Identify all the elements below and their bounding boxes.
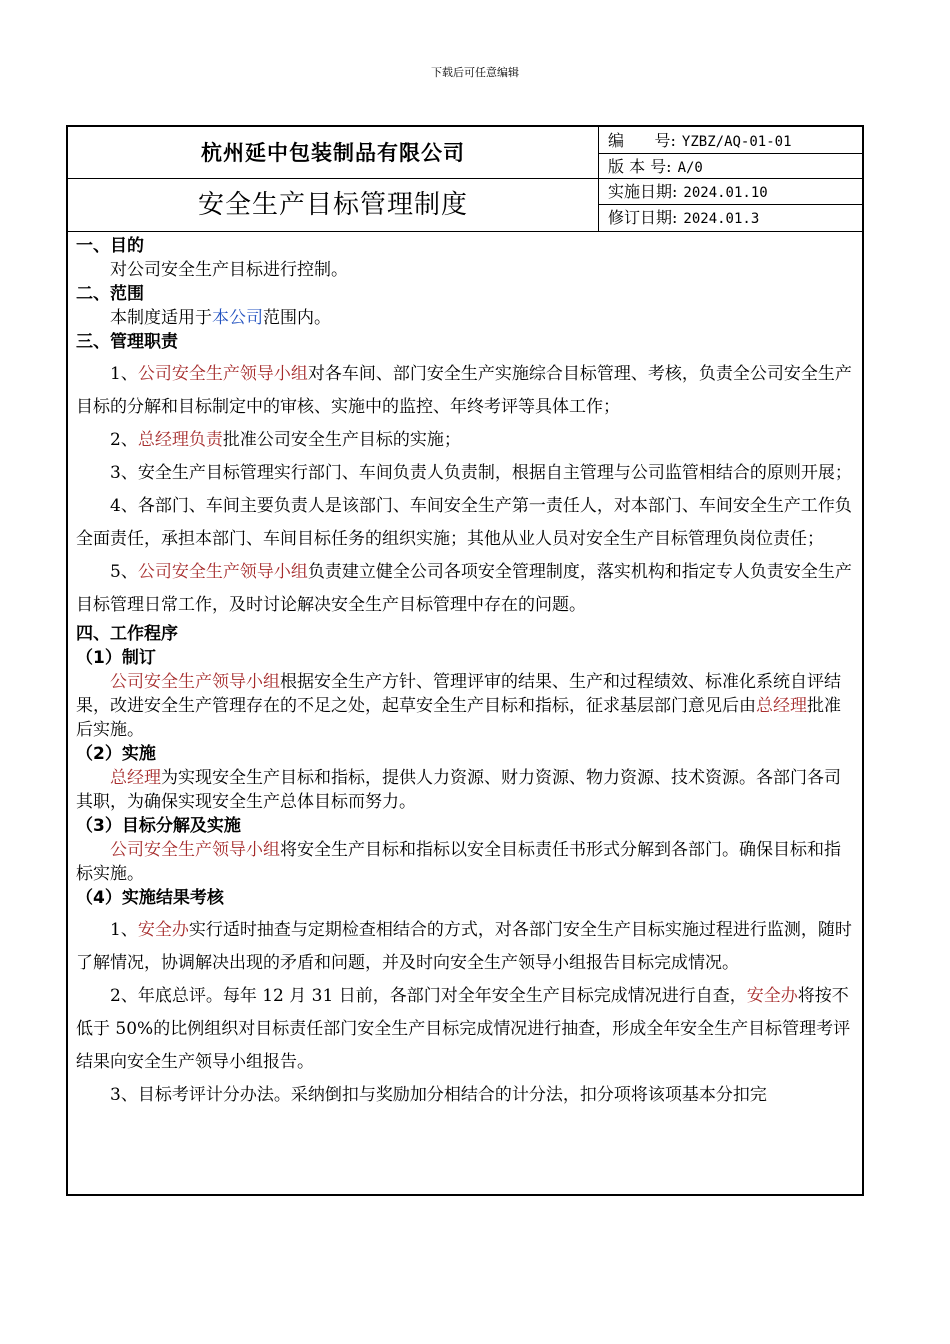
procedure-assessment-heading: （4）实施结果考核 [76, 888, 224, 908]
duty-item-1: 1、公司安全生产领导小组对各车间、部门安全生产实施综合目标管理、考核，负责全公司安全生产目标的分解和目标制定中的审核、实施中的监控、年终考评等具体工作； [76, 364, 852, 417]
doc-code: 编 号: YZBZ/AQ-01-01 [608, 131, 792, 150]
document-frame [66, 125, 864, 1196]
duty-item-5: 5、公司安全生产领导小组负责建立健全公司各项安全管理制度，落实机构和指定专人负责安全生产目标管理日常工作，及时讨论解决安全生产目标管理中存在的问题。 [76, 562, 852, 615]
section-purpose-text: 对公司安全生产目标进行控制。 [110, 260, 348, 280]
procedure-breakdown-text: 公司安全生产领导小组将安全生产目标和指标以安全目标责任书形式分解到各部门。确保目标和指标实施。 [76, 840, 841, 884]
header-table [68, 127, 862, 232]
impl-date: 实施日期: 2024.01.10 [608, 182, 768, 201]
top-note: 下载后可任意编辑 [431, 66, 519, 79]
document-body [76, 231, 856, 1112]
assessment-item-1: 1、安全办实行适时抽查与定期检查相结合的方式，对各部门安全生产目标实施过程进行监测，随时了解情况，协调解决出现的矛盾和问题，并及时向安全生产领导小组报告目标完成情况。 [76, 920, 852, 973]
revision-date: 修订日期: 2024.01.3 [608, 208, 760, 227]
section-scope-heading: 二、范围 [76, 284, 144, 304]
section-scope-text: 本制度适用于本公司范围内。 [110, 308, 331, 328]
procedure-draft-text: 公司安全生产领导小组根据安全生产方针、管理评审的结果、生产和过程绩效、标准化系统自评结果，改进安全生产管理存在的不足之处，起草安全生产目标和指标，征求基层部门意见后由总经理批准后实施。 [76, 672, 841, 740]
doc-version: 版 本 号: A/0 [608, 157, 703, 176]
section-duties-heading: 三、管理职责 [76, 332, 178, 352]
procedure-implement-heading: （2）实施 [76, 744, 156, 764]
section-purpose-heading: 一、目的 [76, 236, 144, 256]
assessment-item-2: 2、年底总评。每年 12 月 31 日前，各部门对全年安全生产目标完成情况进行自查，安全办将按不低于 50%的比例组织对目标责任部门安全生产目标完成情况进行抽查，形成全年安全生产目标管理考评结果向安全生产领导小组报告。 [76, 986, 851, 1072]
procedure-implement-text: 总经理为实现安全生产目标和指标，提供人力资源、财力资源、物力资源、技术资源。各部门各司其职，为确保实现安全生产总体目标而努力。 [76, 768, 841, 812]
company-name: 杭州延中包装制品有限公司 [201, 141, 465, 165]
duty-item-3: 3、安全生产目标管理实行部门、车间负责人负责制，根据自主管理与公司监管相结合的原则开展； [110, 463, 852, 483]
document-title: 安全生产目标管理制度 [197, 190, 468, 220]
procedure-draft-heading: （1）制订 [76, 648, 156, 668]
assessment-item-3: 3、目标考评计分办法。采纳倒扣与奖励加分相结合的计分法，扣分项将该项基本分扣完 [110, 1085, 767, 1105]
duty-item-2: 2、总经理负责批准公司安全生产目标的实施； [110, 430, 461, 450]
procedure-breakdown-heading: （3）目标分解及实施 [76, 816, 241, 836]
section-procedure-heading: 四、工作程序 [76, 624, 178, 644]
duty-item-4: 4、各部门、车间主要负责人是该部门、车间安全生产第一责任人，对本部门、车间安全生产工作负全面责任，承担本部门、车间目标任务的组织实施；其他从业人员对安全生产目标管理负岗位责任； [76, 496, 852, 549]
